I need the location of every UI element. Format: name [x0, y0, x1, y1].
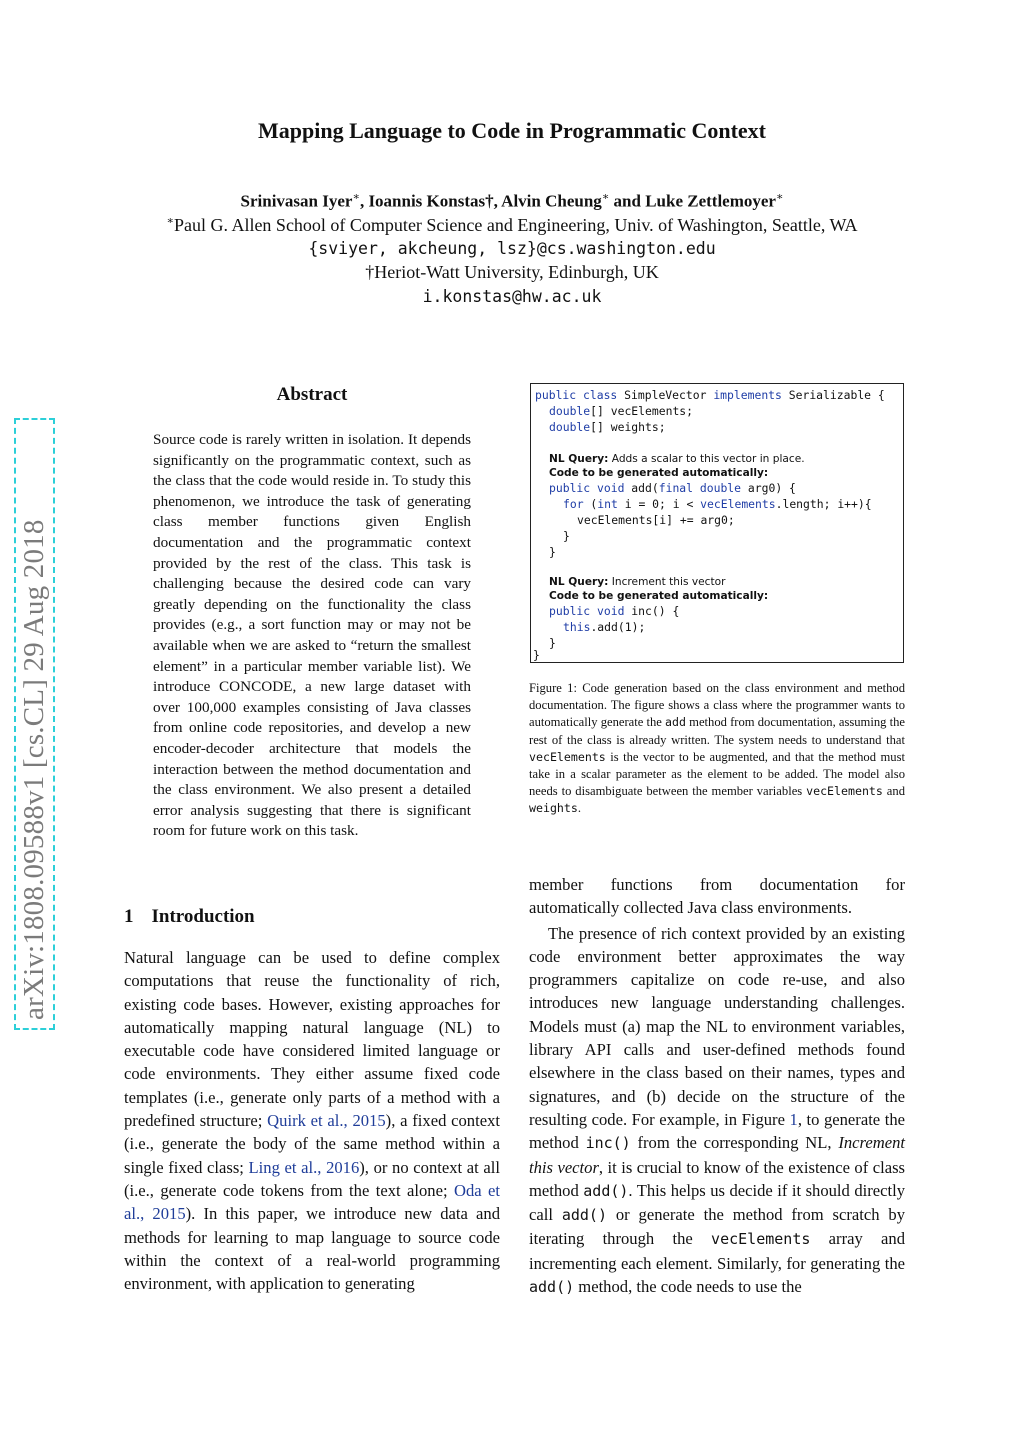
code-brace: }: [563, 529, 570, 543]
code-brace: }: [533, 648, 540, 662]
code-keyword: public void: [549, 481, 625, 495]
code-keyword: double: [549, 404, 591, 418]
intro-right-column: [529, 873, 905, 1299]
code-keyword: final double: [658, 481, 742, 495]
arxiv-identifier[interactable]: arXiv:1808.09588v1 [cs.CL] 29 Aug 2018: [14, 418, 55, 1030]
abstract-text: Source code is rarely written in isolation. It depends significantly on the programmatic context, such as the class that the code would reside in. To study this phenomenon, we introduce the task of generating class member functions given English documentation and the programmatic context provided by the rest of the class. This task is challenging because the desired code can vary greatly depending on the functionality the class provides (e.g., a sort function may or may not be available when we are asked to “return the smallest element” in a particular member variable list). We introduce CONCODE, a new large dataset with over 100,000 examples consisting of Java classes from online code repositories, and develop a new encoder-decoder architecture that models the interaction between the method documentation and the class environment. We also present a detailed error analysis suggesting that there is significant room for future work on this task.: [153, 431, 471, 840]
code-text: arg0) {: [741, 481, 796, 495]
generated-label-2: Code to be generated automatically:: [549, 590, 769, 602]
code-text: inc() {: [624, 604, 680, 618]
nl-query-label: NL Query:: [549, 453, 609, 465]
code-keyword: double: [549, 420, 591, 434]
paragraph-text: ). In this paper, we introduce new data and methods for learning to map language to source code within the context of a real-world programming environment, with application to generating: [124, 1204, 500, 1294]
nl-query-2: [549, 575, 725, 589]
author-konstas: , Ioannis Konstas†: [359, 191, 494, 211]
code-line-body: vecElements[i] += arg0;: [577, 513, 735, 527]
author-cheung: , Alvin Cheung: [493, 191, 602, 211]
section-title: Introduction: [151, 906, 255, 927]
section-heading-introduction: [124, 906, 255, 928]
intro-paragraph-1-cont: member functions from documentation for automatically collected Java class environments.: [529, 875, 905, 918]
paragraph-text: The presence of rich context provided by an existing code environment better approximates the way programmers capitalize on code re-use, and also introduces new language understanding challenges. Models must (a) map the NL to environment variables, library API calls and user-defined methods found elsewhere in the class based on their names, types and signatures, and (b) decide on the structure of the resulting code. For example, in Figure: [529, 923, 905, 1129]
affil-mark: ∗: [775, 191, 784, 203]
author-list: [0, 190, 1024, 212]
caption-code: weights: [529, 801, 578, 816]
section-number: 1: [124, 906, 134, 927]
code-keyword: public void: [549, 604, 625, 618]
abstract-heading: Abstract: [276, 384, 348, 405]
code-keyword: int: [597, 497, 618, 511]
code-brace: }: [549, 545, 556, 559]
code-keyword: vecElements: [700, 497, 776, 511]
citation-link[interactable]: Ling et al., 2016: [248, 1157, 360, 1177]
generated-label-1: Code to be generated automatically:: [549, 467, 769, 479]
code-keyword: implements: [713, 388, 782, 402]
caption-text: .: [577, 801, 582, 816]
paragraph-text: ), a fixed context (i.e., generate the body of the same method within a single fixed class;: [124, 1111, 500, 1177]
paragraph-text: , it is crucial to know of the existence of class method: [529, 1157, 905, 1200]
intro-paragraph-2: [529, 922, 905, 1300]
affiliation-uw-text: Paul G. Allen School of Computer Science and Engineering, Univ. of Washington, Seattle, WA: [173, 215, 858, 235]
caption-text: and: [882, 784, 905, 799]
code-line-inc: [549, 604, 679, 620]
code-text: Serializable {: [781, 388, 885, 402]
code-line-field1: [549, 404, 693, 420]
caption-code: add: [665, 715, 686, 730]
intro-paragraph-1: [124, 946, 500, 1295]
paragraph-text: . This helps us decide if it should directly call: [529, 1180, 905, 1225]
code-keyword: public class: [535, 388, 618, 402]
affil-mark: ∗: [601, 191, 610, 203]
affiliation-hw: †Heriot-Watt University, Edinburgh, UK: [365, 262, 659, 282]
citation-link[interactable]: Quirk et al., 2015: [267, 1111, 386, 1131]
caption-code: vecElements: [806, 784, 883, 799]
inline-code: add(): [583, 1181, 629, 1200]
code-text: .length; i++){: [775, 497, 872, 511]
inline-code: vecElements: [711, 1230, 811, 1249]
code-line-add: [549, 481, 796, 497]
paragraph-text: array and incrementing each element. Similarly, for generating the: [529, 1229, 905, 1273]
nl-query-1: [549, 452, 805, 466]
code-text: [] weights;: [590, 420, 666, 434]
code-keyword: for: [563, 497, 584, 511]
code-text: i = 0; i <: [617, 497, 701, 511]
code-line-class: [535, 388, 885, 404]
inline-code: inc(): [585, 1134, 631, 1153]
author-iyer: Srinivasan Iyer: [240, 191, 353, 211]
figure-code-box: [530, 383, 904, 663]
caption-code: vecElements: [529, 749, 606, 764]
paragraph-text: Natural language can be used to define complex computations that reuse the functionality of rich, existing code bases. However, existing approaches for automatically mapping natural language (NL) to executable code have considered limited language or code environments. They either assume fixed code templates (i.e., generate only parts of a method with a predefined structure;: [124, 948, 500, 1131]
paragraph-text: method, the code needs to use the: [574, 1277, 802, 1297]
paragraph-text: , to generate the method: [529, 1109, 905, 1153]
code-text: SimpleVector: [617, 388, 714, 402]
caption-text: is the vector to be augmented, and that the method must take in a scalar parameter as the element to be added. The model also needs to disambiguate between the member variables: [529, 749, 905, 799]
emphasis-text: Increment this vector: [529, 1133, 906, 1177]
paragraph-text: ), or no context at all (i.e., generate code tokens from the text alone;: [124, 1157, 500, 1200]
inline-code: add(): [529, 1278, 575, 1297]
code-text: add(: [624, 481, 659, 495]
affiliation-uw: [0, 214, 1024, 236]
citation-link[interactable]: Oda et al., 2015: [124, 1180, 500, 1224]
figure-reference-link[interactable]: 1: [789, 1109, 798, 1129]
affil-mark: ∗: [352, 191, 360, 203]
author-zettlemoyer: and Luke Zettlemoyer: [609, 191, 776, 211]
code-text: .add(1);: [590, 620, 646, 634]
inline-code: add(): [561, 1206, 607, 1225]
code-text: [] vecElements;: [590, 404, 694, 418]
paragraph-text: or generate the method from scratch by iterating through the: [529, 1205, 905, 1249]
paper-title: Mapping Language to Code in Programmatic Context: [257, 118, 767, 143]
code-text: (: [583, 497, 598, 511]
code-brace: }: [549, 636, 556, 650]
affil-mark: ∗: [166, 215, 174, 227]
nl-query-text: Increment this vector: [608, 576, 726, 588]
figure-label: Figure 1:: [529, 681, 577, 695]
email-hw[interactable]: i.konstas@hw.ac.uk: [422, 287, 602, 306]
code-line-for: [563, 497, 872, 513]
figure-caption: [529, 680, 905, 818]
email-uw[interactable]: {sviyer, akcheung, lsz}@cs.washington.edu: [308, 239, 716, 258]
code-keyword: this: [563, 620, 591, 634]
paragraph-text: from the corresponding NL,: [630, 1133, 839, 1153]
code-line-call: [563, 620, 645, 636]
code-line-field2: [549, 420, 666, 436]
caption-text: Code generation based on the class environment and method documentation. The figure shows a class where the programmer wants to automatically generate the: [529, 681, 906, 730]
nl-query-label: NL Query:: [549, 576, 609, 588]
caption-text: method from documentation, assuming the rest of the class is already written. The system needs to understand that: [529, 715, 905, 747]
nl-query-text: Adds a scalar to this vector in place.: [608, 453, 805, 465]
